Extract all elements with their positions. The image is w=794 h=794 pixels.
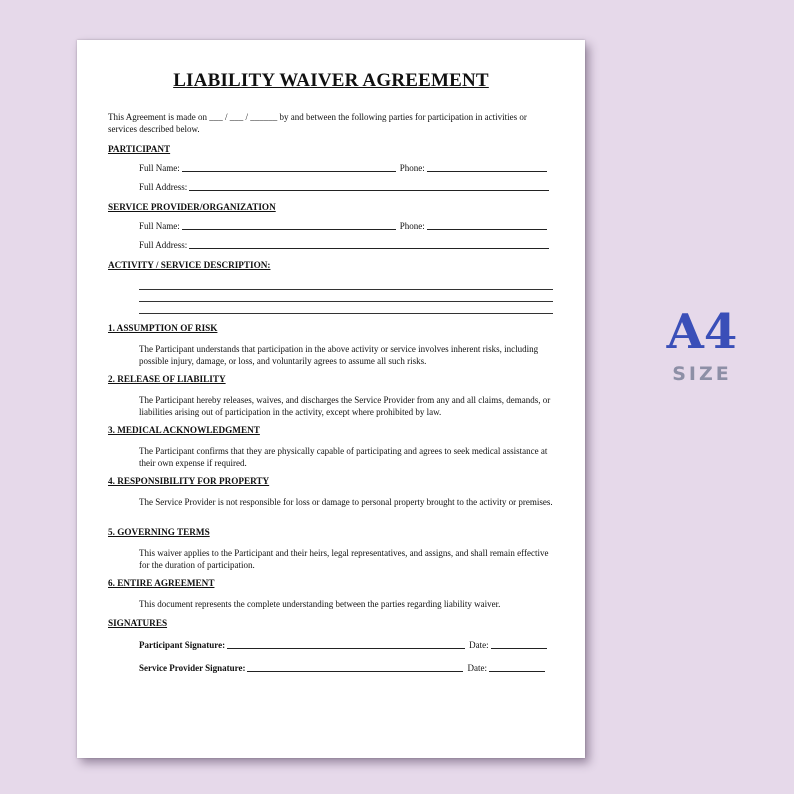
participant-name-field[interactable] xyxy=(139,163,549,174)
provider-date-label: Date: xyxy=(467,663,487,673)
participant-signature-field[interactable] xyxy=(139,640,549,651)
provider-date-line[interactable] xyxy=(489,671,545,672)
section-6-heading: 6. ENTIRE AGREEMENT xyxy=(108,578,215,588)
provider-heading: SERVICE PROVIDER/ORGANIZATION xyxy=(108,202,276,212)
participant-date-line[interactable] xyxy=(491,648,547,649)
activity-line-1[interactable] xyxy=(139,289,553,290)
a4-badge-text: A4 xyxy=(666,304,738,360)
signatures-heading: SIGNATURES xyxy=(108,618,168,628)
document-title: LIABILITY WAIVER AGREEMENT xyxy=(173,70,489,91)
section-2-heading: 2. RELEASE OF LIABILITY xyxy=(108,374,226,384)
section-4-text: The Service Provider is not responsible for loss or damage to personal property brought to the activity or premises. xyxy=(139,497,553,507)
provider-address-line[interactable] xyxy=(189,248,549,249)
provider-signature-label: Service Provider Signature: xyxy=(139,663,246,673)
section-1-text: The Participant understands that participation in the above activity or service involves inherent risks, including possible injury, damage, or loss, and voluntarily agrees to assume all such risks. xyxy=(139,344,539,366)
provider-address-field[interactable] xyxy=(139,240,551,251)
section-2-text: The Participant hereby releases, waives, and discharges the Service Provider from any and all claims, demands, or liabilities arising out of participation in the activity, except where prohibited by law. xyxy=(139,395,551,417)
provider-name-label: Full Name: xyxy=(139,221,180,231)
provider-signature-field[interactable] xyxy=(139,663,547,674)
participant-address-label: Full Address: xyxy=(139,182,188,192)
participant-address-field[interactable] xyxy=(139,182,551,193)
participant-name-label: Full Name: xyxy=(139,163,180,173)
participant-phone-line[interactable] xyxy=(427,171,547,172)
activity-line-2[interactable] xyxy=(139,301,553,302)
participant-name-line[interactable] xyxy=(182,171,396,172)
intro-text: This Agreement is made on ___ / ___ / ______ by and between the following parties for participation in activities or services described below. xyxy=(108,112,527,134)
section-3-text: The Participant confirms that they are physically capable of participating and agrees to seek medical assistance at their own expense if required. xyxy=(139,446,548,468)
participant-signature-line[interactable] xyxy=(227,648,465,649)
section-1-heading: 1. ASSUMPTION OF RISK xyxy=(108,323,218,333)
provider-phone-line[interactable] xyxy=(427,229,547,230)
provider-name-field[interactable] xyxy=(139,221,549,232)
provider-name-line[interactable] xyxy=(182,229,396,230)
participant-date-label: Date: xyxy=(469,640,489,650)
provider-phone-label: Phone: xyxy=(399,221,425,231)
section-6-text: This document represents the complete understanding between the parties regarding liability waiver. xyxy=(139,599,501,609)
activity-heading: ACTIVITY / SERVICE DESCRIPTION: xyxy=(108,260,271,270)
activity-line-3[interactable] xyxy=(139,313,553,314)
section-5-heading: 5. GOVERNING TERMS xyxy=(108,527,210,537)
participant-phone-label: Phone: xyxy=(399,163,425,173)
provider-address-label: Full Address: xyxy=(139,240,188,250)
participant-signature-label: Participant Signature: xyxy=(139,640,226,650)
document-page xyxy=(77,40,585,758)
section-3-heading: 3. MEDICAL ACKNOWLEDGMENT xyxy=(108,425,260,435)
size-badge-text: SIZE xyxy=(672,363,732,385)
section-5-text: This waiver applies to the Participant and their heirs, legal representatives, and assigns, and shall remain effective for the duration of participation. xyxy=(139,548,549,570)
participant-heading: PARTICIPANT xyxy=(108,144,171,154)
participant-address-line[interactable] xyxy=(189,190,549,191)
provider-signature-line[interactable] xyxy=(247,671,463,672)
section-4-heading: 4. RESPONSIBILITY FOR PROPERTY xyxy=(108,476,270,486)
